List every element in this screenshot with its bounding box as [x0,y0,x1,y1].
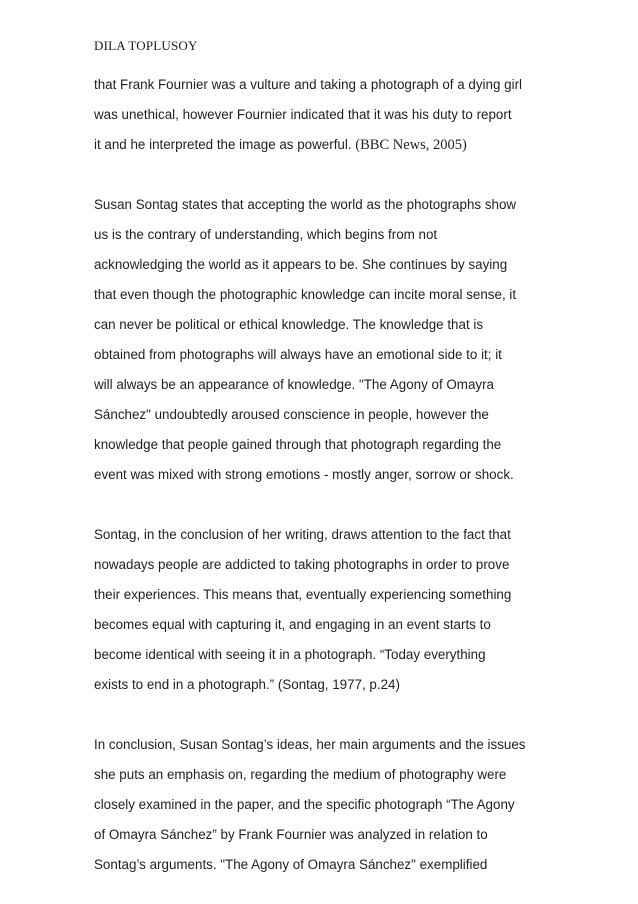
text-line: she puts an emphasis on, regarding the medium of photography were [94,767,507,782]
paragraph-spacer [94,700,554,730]
paragraph-spacer [94,160,554,190]
text-line: obtained from photographs will always have an emotional side to it; it [94,347,502,362]
paragraph-4 [94,730,554,880]
text-line: that Frank Fournier was a vulture and taking a photograph of a dying girl [94,77,523,92]
text-line: that even though the photographic knowledge can incite moral sense, it [94,287,517,302]
text-line: In conclusion, Susan Sontag’s ideas, her main arguments and the issues [94,737,526,752]
paragraph-spacer [94,490,554,520]
text-line: becomes equal with capturing it, and engaging in an event starts to [94,617,491,632]
text-line: us is the contrary of understanding, which begins from not [94,227,438,242]
text-line: Sontag’s arguments. "The Agony of Omayra Sánchez" exemplified [94,857,488,872]
text-line [94,130,554,160]
document-body [94,70,554,880]
text-line: become identical with seeing it in a photograph. “Today everything [94,647,486,662]
paragraph-3 [94,520,554,700]
text-line: will always be an appearance of knowledge. "The Agony of Omayra [94,377,495,392]
text-line: of Omayra Sánchez” by Frank Fournier was analyzed in relation to [94,827,488,842]
text-line-content: it and he interpreted the image as powerful. [94,137,352,152]
text-line: closely examined in the paper, and the specific photograph “The Agony [94,797,515,812]
text-line: knowledge that people gained through that photograph regarding the [94,437,502,452]
page-header-author: DILA TOPLUSOY [94,38,198,53]
text-line: can never be political or ethical knowledge. The knowledge that is [94,317,484,332]
text-line: their experiences. This means that, eventually experiencing something [94,587,512,602]
citation: (BBC News, 2005) [355,137,467,153]
text-line: Susan Sontag states that accepting the world as the photographs show [94,197,517,212]
text-line: Sontag, in the conclusion of her writing, draws attention to the fact that [94,527,511,542]
text-line: nowadays people are addicted to taking photographs in order to prove [94,557,510,572]
text-line: acknowledging the world as it appears to be. She continues by saying [94,257,508,272]
text-line: was unethical, however Fournier indicated that it was his duty to report [94,107,512,122]
paragraph-1 [94,70,554,160]
paragraph-2 [94,190,554,490]
text-line: exists to end in a photograph.” (Sontag, 1977, p.24) [94,677,400,692]
text-line: Sánchez" undoubtedly aroused conscience in people, however the [94,407,489,422]
text-line: event was mixed with strong emotions - mostly anger, sorrow or shock. [94,467,514,482]
